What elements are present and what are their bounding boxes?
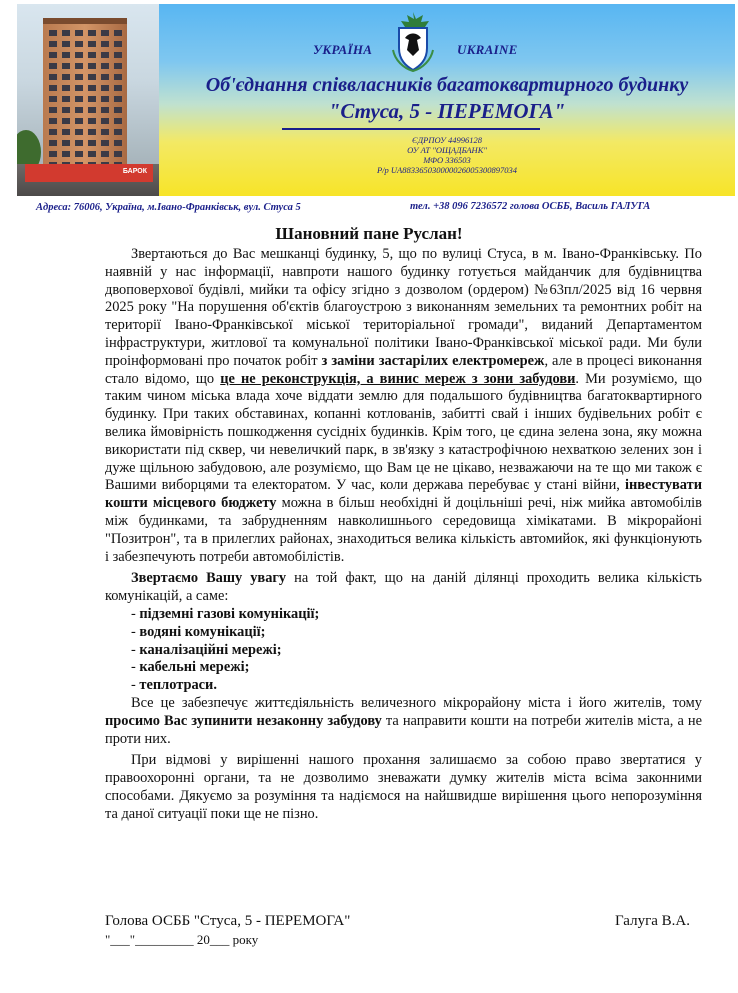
p2-text: на той факт, що на даній ділянці проходить велика кількість комунікацій, а саме: (105, 570, 702, 605)
building-window (101, 107, 109, 113)
p3-text-c: та направити кошти на потреби жителів міста, а не проти них. (105, 712, 702, 747)
building-window (49, 107, 57, 113)
organization-subtitle: "Стуса, 5 - ПЕРЕМОГА" (328, 99, 566, 123)
building-window (88, 41, 96, 47)
address-line: Адреса: 76006, Україна, м.Івано-Франківськ, вул. Стуса 5 (36, 202, 301, 213)
building-window (88, 118, 96, 124)
building-window (75, 63, 83, 69)
apartment-tower (43, 18, 127, 174)
building-photo (17, 4, 159, 196)
building-window (101, 96, 109, 102)
building-window (49, 85, 57, 91)
building-window (88, 52, 96, 58)
bank-name: ОУ АТ "ОЩАДБАНК" (407, 145, 487, 155)
signatory-position: Голова ОСББ "Стуса, 5 - ПЕРЕМОГА" (105, 913, 351, 929)
building-window (88, 140, 96, 146)
building-window (49, 129, 57, 135)
organization-name: Об'єднання співвласників багатоквартирного будинку (205, 74, 689, 96)
letterhead-banner (17, 4, 735, 196)
list-item: - підземні газові комунікації; (131, 605, 320, 622)
building-window (101, 85, 109, 91)
building-window (114, 52, 122, 58)
building-window (62, 52, 70, 58)
building-window (88, 30, 96, 36)
p2-bold-attention: Звертаємо Вашу увагу (131, 570, 287, 587)
building-window (49, 63, 57, 69)
building-window (49, 74, 57, 80)
building-window (114, 107, 122, 113)
building-window (114, 30, 122, 36)
list-item: - кабельні мережі; (131, 659, 250, 676)
phone-line: тел. +38 096 7236572 голова ОСББ, Василь ГАЛУГА (410, 201, 651, 212)
building-window (101, 63, 109, 69)
building-window (101, 151, 109, 157)
building-window (62, 74, 70, 80)
building-window (62, 30, 70, 36)
building-window (62, 107, 70, 113)
country-label-en: UKRAINE (457, 42, 518, 57)
building-window (101, 30, 109, 36)
building-window (62, 96, 70, 102)
list-item: - теплотраси. (131, 677, 217, 694)
building-window (101, 74, 109, 80)
paragraph-1 (105, 246, 702, 566)
building-window (75, 30, 83, 36)
building-window (101, 118, 109, 124)
letter-body (105, 246, 702, 824)
building-window (88, 129, 96, 135)
building-window (88, 63, 96, 69)
paragraph-3 (105, 695, 702, 748)
building-window (114, 63, 122, 69)
building-window (88, 96, 96, 102)
building-window (101, 129, 109, 135)
salutation: Шановний пане Руслан! (275, 224, 463, 243)
building-window (62, 140, 70, 146)
building-window (75, 41, 83, 47)
building-window (88, 85, 96, 91)
signatory-name: Галуга В.А. (615, 913, 690, 929)
building-window (75, 74, 83, 80)
building-window (114, 85, 122, 91)
list-item: - каналізаційні мережі; (131, 641, 282, 658)
p1-bold-budget: інвестувати кошти місцевого бюджету (105, 477, 702, 512)
building-window (101, 52, 109, 58)
building-window (62, 85, 70, 91)
p1-text-a: Звертаються до Вас мешканці будинку, 5, що по вулиці Стуса, в м. Івано-Франківську. По наявній у нас інформації, навпроти нашого будинку готується майданчик для будівництва двоповерхової будівлі, мийки та офісу згідно з дозволом (ордером) №63пл/2025 від 16 червня 2025 року "На порушення об'єктів благоустрою з виконанням земельних та ремонтних робіт на території Івано-Франківської міської територіальної громади", виданий Департаментом інфраструктури, житлової та комунальної політики Івано-Франківської міської ради. Ми були проінформовані про початок робіт (105, 246, 702, 369)
building-window (49, 52, 57, 58)
building-window (62, 41, 70, 47)
p1-text-c: , але в процесі виконання стало відомо, що (105, 352, 702, 387)
country-label-ua: УКРАЇНА (313, 42, 373, 57)
building-window (88, 74, 96, 80)
building-window (114, 41, 122, 47)
header-divider (282, 128, 540, 130)
bank-mfo: МФО 336503 (423, 155, 471, 165)
building-window (75, 52, 83, 58)
p1-underlined-statement: це не реконструкція, а винис мереж з зони забудови (220, 370, 576, 387)
building-window (75, 151, 83, 157)
building-window (49, 41, 57, 47)
building-window (88, 107, 96, 113)
building-window (49, 151, 57, 157)
p3-text-a: Все це забезпечує життєдіяльність величезного мікрорайону міста і його жителів, тому (131, 694, 702, 711)
p1-text-g: можна в більш необхідні й доцільніші речі, ніж мийка автомобілів між будинками, та забрудненням навколишнього середовища хімікатами. В мікрорайоні "Позитрон", та в прилеглих районах, знаходиться велика кількість автомийок, які функціонують і забезпечують потреби автомобілістів. (105, 495, 702, 565)
paragraph-2 (105, 570, 702, 606)
building-window (114, 118, 122, 124)
building-window (49, 96, 57, 102)
building-window (114, 140, 122, 146)
building-window (114, 74, 122, 80)
building-window (62, 63, 70, 69)
date-line: "___"_________ 20___ року (105, 932, 259, 947)
communications-list (105, 606, 702, 695)
building-window (75, 96, 83, 102)
p1-bold-replacement: з заміни застарілих електромереж (321, 352, 545, 369)
coat-of-arms-icon (385, 10, 441, 72)
shop-sign: БАРОК (122, 168, 147, 175)
bank-edrpou: ЄДРПОУ 44996128 (412, 135, 482, 145)
building-window (49, 140, 57, 146)
building-window (49, 30, 57, 36)
building-window (62, 151, 70, 157)
building-window (75, 107, 83, 113)
building-window (88, 151, 96, 157)
building-window (75, 118, 83, 124)
building-window (101, 41, 109, 47)
p1-text-e: . Ми розуміємо, що таким чином міська влада хоче віддати землю для подальшого будівництва багатоквартирного будинку. При таких обставинах, копанні котлованів, забитті свай і інших будівельних робіт є велика ймовірність пошкодження сусідніх будинків. Крім того, це єдина зелена зона, яку можна використати під сквер, чи невеличкий парк, в зв'язку з катастрофічною нехваткою зелених зон і дуже щільною забудовою, але розуміємо, що Вам це не цікаво, незважаючи на те що ми також є Вашими виборцями та електоратом. У час, коли держава перебуває у стані війни, (105, 370, 702, 494)
building-window (75, 129, 83, 135)
building-window (114, 96, 122, 102)
bank-account: Р/р UA883365030000026005300897034 (376, 165, 517, 175)
shop-front (25, 164, 153, 182)
paragraph-4: При відмові у вирішенні нашого прохання залишаємо за собою право звертатися у правоохоронні органи, та не дозволимо зневажати думку жителів міста всіма законними способами. Дякуємо за розуміння та надіємося на найшвидше вирішення цього непорозуміння та даної ситуації поки ще не пізно. (105, 752, 702, 822)
list-item: - водяні комунікації; (131, 623, 266, 640)
p3-bold-request: просимо Вас зупинити незаконну забудову (105, 712, 382, 729)
building-window (62, 118, 70, 124)
building-window (75, 140, 83, 146)
building-window (49, 118, 57, 124)
building-window (114, 129, 122, 135)
building-window (114, 151, 122, 157)
building-window (75, 85, 83, 91)
building-window (101, 140, 109, 146)
building-window (62, 129, 70, 135)
